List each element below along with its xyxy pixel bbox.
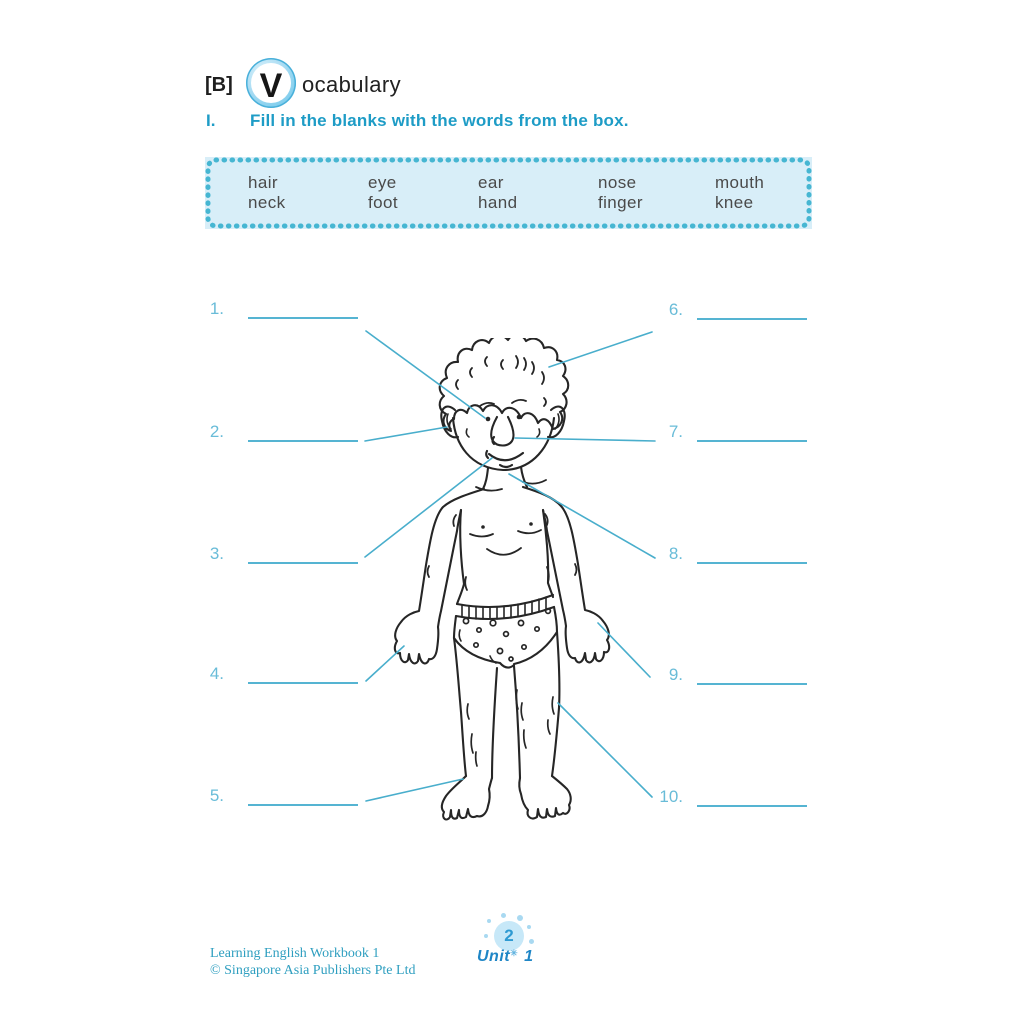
word-box bbox=[205, 157, 812, 229]
right-leg-outer bbox=[552, 632, 559, 776]
blank-number-7: 7. bbox=[668, 422, 683, 441]
badge-sparkle-dot bbox=[501, 913, 506, 918]
left-foot bbox=[442, 776, 492, 819]
word-mouth: mouth bbox=[715, 173, 765, 192]
torso-details bbox=[428, 480, 577, 590]
blank-number-8: 8. bbox=[668, 544, 683, 563]
blank-number-2: 2. bbox=[209, 422, 224, 441]
badge-sparkle-dot bbox=[527, 925, 531, 929]
answer-row-8 bbox=[650, 544, 807, 564]
vocabulary-logo-letter: V bbox=[259, 67, 283, 105]
section-tag: [B] bbox=[205, 74, 233, 96]
answer-row-10 bbox=[650, 787, 807, 807]
hair-curls bbox=[456, 356, 546, 406]
eyebrows bbox=[480, 400, 526, 406]
left-eye bbox=[486, 417, 491, 422]
word-eye: eye bbox=[368, 173, 397, 192]
answer-blank-3[interactable] bbox=[248, 546, 358, 564]
answer-row-1 bbox=[198, 299, 358, 319]
word-hair: hair bbox=[248, 173, 278, 192]
right-nipple bbox=[529, 522, 533, 526]
answer-row-4 bbox=[198, 664, 358, 684]
answer-row-9 bbox=[650, 665, 807, 685]
instruction-text: Fill in the blanks with the words from the box. bbox=[250, 111, 629, 130]
answer-blank-8[interactable] bbox=[697, 546, 807, 564]
answer-row-3 bbox=[198, 544, 358, 564]
right-arm-and-hand bbox=[523, 487, 609, 662]
word-hand: hand bbox=[478, 193, 518, 212]
badge-sparkle-dot bbox=[517, 915, 523, 921]
page-number-badge bbox=[494, 921, 524, 951]
left-arm-and-hand bbox=[395, 489, 484, 663]
cheek-marks bbox=[466, 429, 539, 437]
word-neck: neck bbox=[248, 193, 286, 212]
right-leg-inner bbox=[514, 666, 520, 778]
blank-number-5: 5. bbox=[209, 786, 224, 805]
face bbox=[453, 418, 554, 470]
answer-blank-4[interactable] bbox=[248, 666, 358, 684]
copyright-line: © Singapore Asia Publishers Pte Ltd bbox=[210, 963, 416, 978]
blank-number-1: 1. bbox=[209, 299, 224, 318]
right-eye bbox=[517, 415, 522, 420]
book-title: Learning English Workbook 1 bbox=[210, 946, 380, 961]
left-nipple bbox=[481, 525, 485, 529]
left-leg-inner bbox=[492, 668, 497, 778]
boy-illustration bbox=[380, 338, 650, 830]
answer-row-2 bbox=[198, 422, 358, 442]
page-title: ocabulary bbox=[302, 72, 401, 97]
answer-row-7 bbox=[650, 422, 807, 442]
blank-number-3: 3. bbox=[209, 544, 224, 563]
right-foot bbox=[519, 776, 570, 818]
word-foot: foot bbox=[368, 193, 398, 212]
page-number: 2 bbox=[504, 926, 514, 945]
answer-blank-5[interactable] bbox=[248, 788, 358, 806]
answer-blank-9[interactable] bbox=[697, 667, 807, 685]
unit-star-icon: ✳ bbox=[510, 948, 519, 958]
word-finger: finger bbox=[598, 193, 643, 212]
answer-blank-2[interactable] bbox=[248, 424, 358, 442]
answer-blank-10[interactable] bbox=[697, 789, 807, 807]
leg-details bbox=[467, 690, 554, 766]
blank-number-9: 9. bbox=[668, 665, 683, 684]
unit-number: 1 bbox=[524, 948, 534, 965]
word-ear: ear bbox=[478, 173, 504, 192]
word-nose: nose bbox=[598, 173, 637, 192]
badge-sparkle-dot bbox=[487, 919, 491, 923]
left-leg-outer bbox=[454, 638, 466, 776]
answer-blank-1[interactable] bbox=[248, 301, 358, 319]
instruction-number: I. bbox=[206, 111, 216, 130]
nose bbox=[491, 417, 513, 446]
mouth bbox=[486, 451, 523, 467]
answer-row-6 bbox=[650, 300, 807, 320]
vocabulary-logo-inner bbox=[251, 63, 291, 103]
answer-row-5 bbox=[198, 786, 358, 806]
answer-blank-6[interactable] bbox=[697, 302, 807, 320]
blank-number-4: 4. bbox=[209, 664, 224, 683]
blank-number-6: 6. bbox=[668, 300, 683, 319]
hair bbox=[440, 338, 569, 431]
word-grid bbox=[248, 173, 788, 213]
badge-sparkle-dot bbox=[529, 939, 534, 944]
unit-label-line bbox=[477, 948, 534, 966]
word-knee: knee bbox=[715, 193, 754, 212]
blank-number-10: 10. bbox=[659, 787, 683, 806]
badge-sparkle-dot bbox=[484, 934, 488, 938]
unit-label: Unit bbox=[477, 948, 511, 965]
answer-blank-7[interactable] bbox=[697, 424, 807, 442]
vocabulary-logo-icon bbox=[246, 58, 296, 108]
